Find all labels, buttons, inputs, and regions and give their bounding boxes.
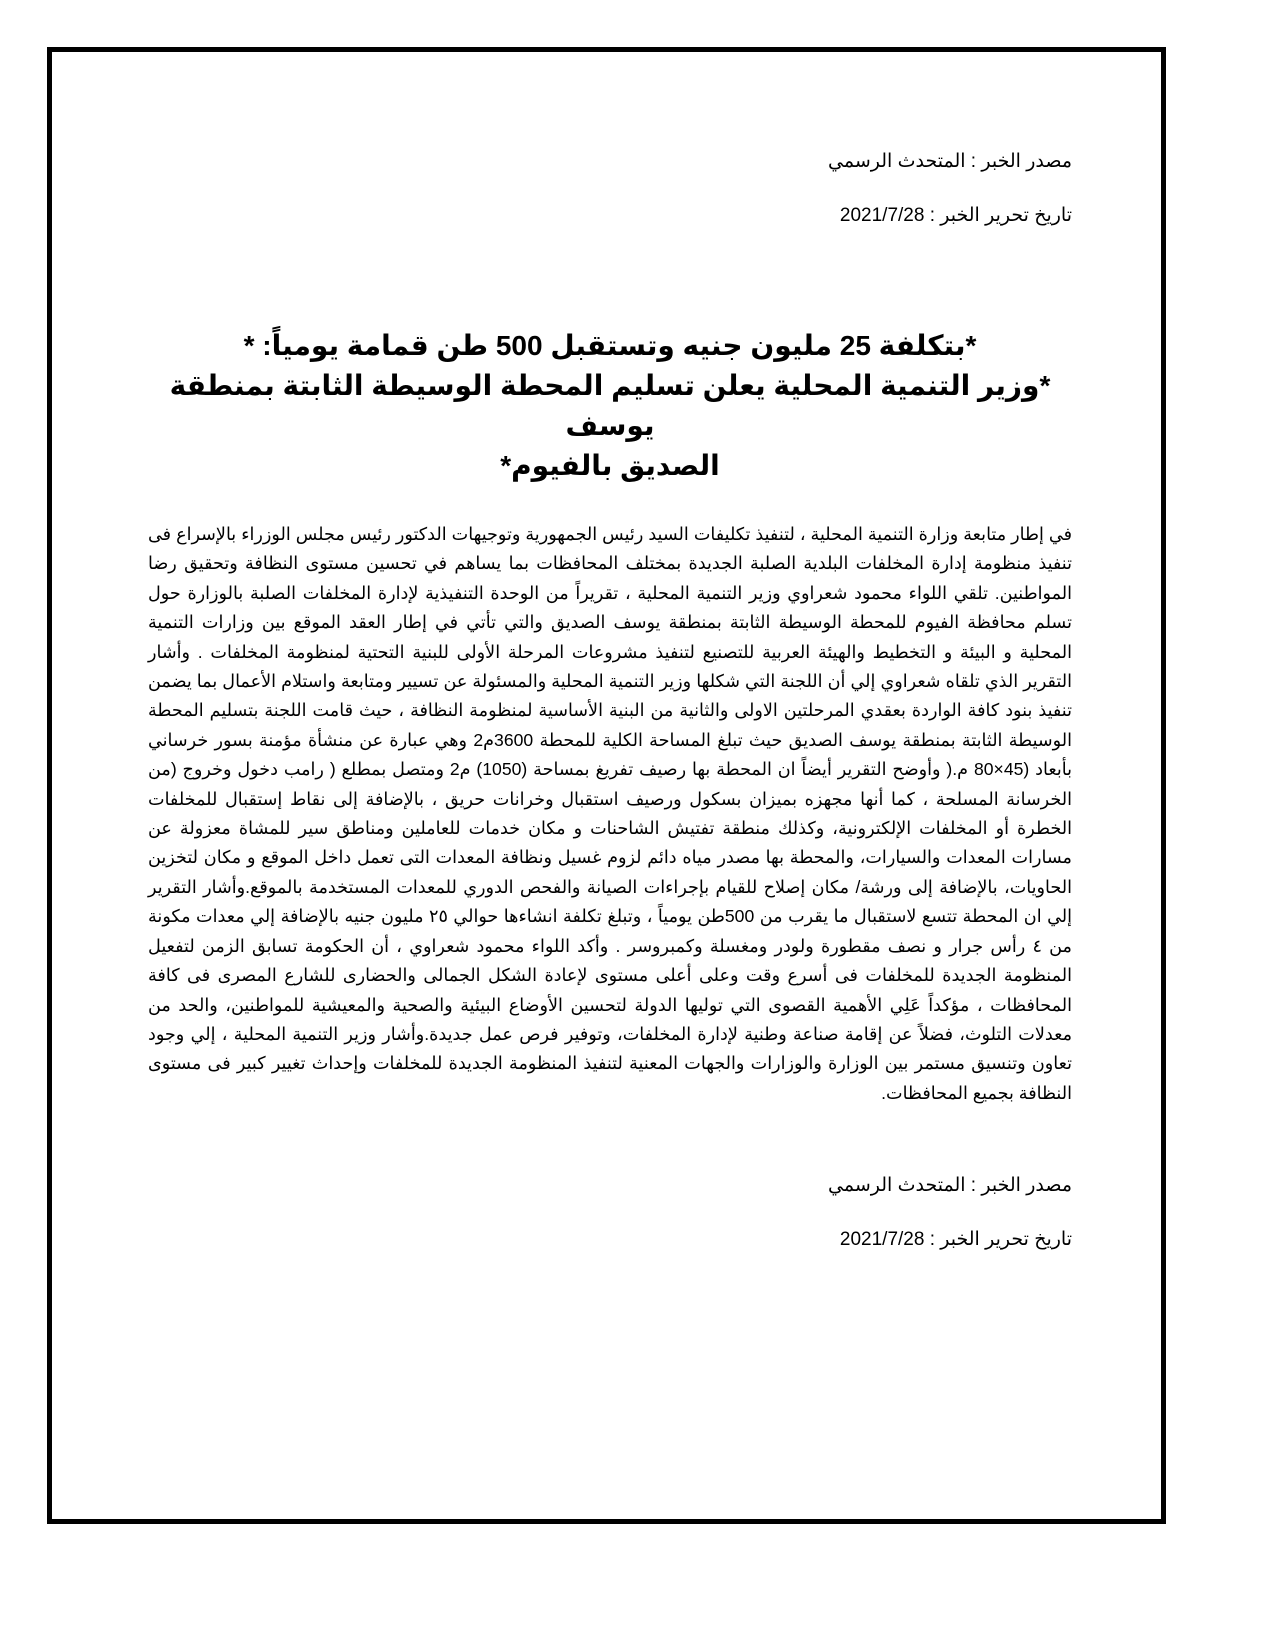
article-body: في إطار متابعة وزارة التنمية المحلية ، لتنفيذ تكليفات السيد رئيس الجمهورية وتوجيهات الدكتور رئيس مجلس الوزراء بالإسراع فى تنفيذ منظومة إدارة المخلفات البلدية الصلبة الجديدة بمختلف المحافظات بما يساهم في تحسين مستوى النظافة وتحقيق رضا المواطنين. تلقي اللواء محمود شعراوي وزير التنمية المحلية ، تقريراً من الوحدة التنفيذية لإدارة المخلفات الصلبة بالوزارة حول تسلم محافظة الفيوم للمحطة الوسيطة الثابتة بمنطقة يوسف الصديق والتي تأتي في إطار العقد الموقع بين وزارات التنمية المحلية و البيئة و التخطيط والهيئة العربية للتصنيع لتنفيذ مشروعات المرحلة الأولى للبنية التحتية لمنظومة المخلفات . وأشار التقرير الذي تلقاه شعراوي إلي أن اللجنة التي شكلها وزير التنمية المحلية والمسئولة عن تسيير ومتابعة واستلام الأعمال بما يضمن تنفيذ بنود كافة الواردة بعقدي المرحلتين الاولى والثانية من البنية الأساسية لمنظومة النظافة ، حيث قامت اللجنة بتسليم المحطة الوسيطة الثابتة بمنطقة يوسف الصديق حيث تبلغ المساحة الكلية للمحطة 3600م2 وهي عبارة عن منشأة مؤمنة بسور خرساني بأبعاد (45×80 م.( وأوضح التقرير أيضاً ان المحطة بها رصيف تفريغ بمساحة (1050) م2 ومتصل بمطلع ( رامب دخول وخروج (من الخرسانة المسلحة ، كما أنها مجهزه بميزان بسكول ورصيف استقبال وخرانات حريق ، بالإضافة إلى نقاط إستقبال للمخلفات الخطرة أو المخلفات الإلكترونية، وكذلك منطقة تفتيش الشاحنات و مكان خدمات للعاملين ومناطق سير للمشاة معزولة عن مسارات المعدات والسيارات، والمحطة بها مصدر مياه دائم لزوم غسيل ونظافة المعدات التى تعمل داخل الموقع و مكان لتخزين الحاويات، بالإضافة إلى ورشة/ مكان إصلاح للقيام بإجراءات الصيانة والفحص الدوري للمعدات المستخدمة بالموقع.وأشار التقرير إلي ان المحطة تتسع لاستقبال ما يقرب من 500طن يومياً ، وتبلغ تكلفة انشاءها حوالي ٢٥ مليون جنيه بالإضافة إلي معدات مكونة من ٤ رأس جرار و نصف مقطورة ولودر ومغسلة وكمبروسر . وأكد اللواء محمود شعراوي ، أن الحكومة تسابق الزمن لتفعيل المنظومة الجديدة للمخلفات فى أسرع وقت وعلى أعلى مستوى لإعادة الشكل الجمالى والحضارى للشارع المصرى فى كافة المحافظات ، مؤكداً عَلِي الأهمية القصوى التي توليها الدولة لتحسين الأوضاع البيئية والصحية والمعيشية للمواطنين، والحد من معدلات التلوث، فضلاً عن إقامة صناعة وطنية لإدارة المخلفات، وتوفير فرص عمل جديدة.وأشار وزير التنمية المحلية ، إلي وجود تعاون وتنسيق مستمر بين الوزارة والوزارات والجهات المعنية لتنفيذ المنظومة الجديدة للمخلفات وإحداث تغيير كبير فى مستوى النظافة بجميع المحافظات.: [148, 524, 1072, 1103]
headline-line-1: *بتكلفة 25 مليون جنيه وتستقبل 500 طن قمامة يومياً: *: [243, 330, 977, 361]
headline-line-3: الصديق بالفيوم*: [500, 450, 720, 481]
document-content: [148, 140, 1072, 1254]
news-source: مصدر الخبر : المتحدث الرسمي: [828, 151, 1072, 172]
footer: [148, 1172, 1072, 1254]
footer-news-source: مصدر الخبر : المتحدث الرسمي: [828, 1175, 1072, 1197]
footer-news-date: تاريخ تحرير الخبر : 2021/7/28: [839, 1229, 1072, 1251]
headline-line-2: *وزير التنمية المحلية يعلن تسليم المحطة الوسيطة الثابتة بمنطقة يوسف: [169, 370, 1051, 441]
headline: [148, 326, 1072, 486]
news-date: تاريخ تحرير الخبر : 2021/7/28: [839, 205, 1072, 226]
